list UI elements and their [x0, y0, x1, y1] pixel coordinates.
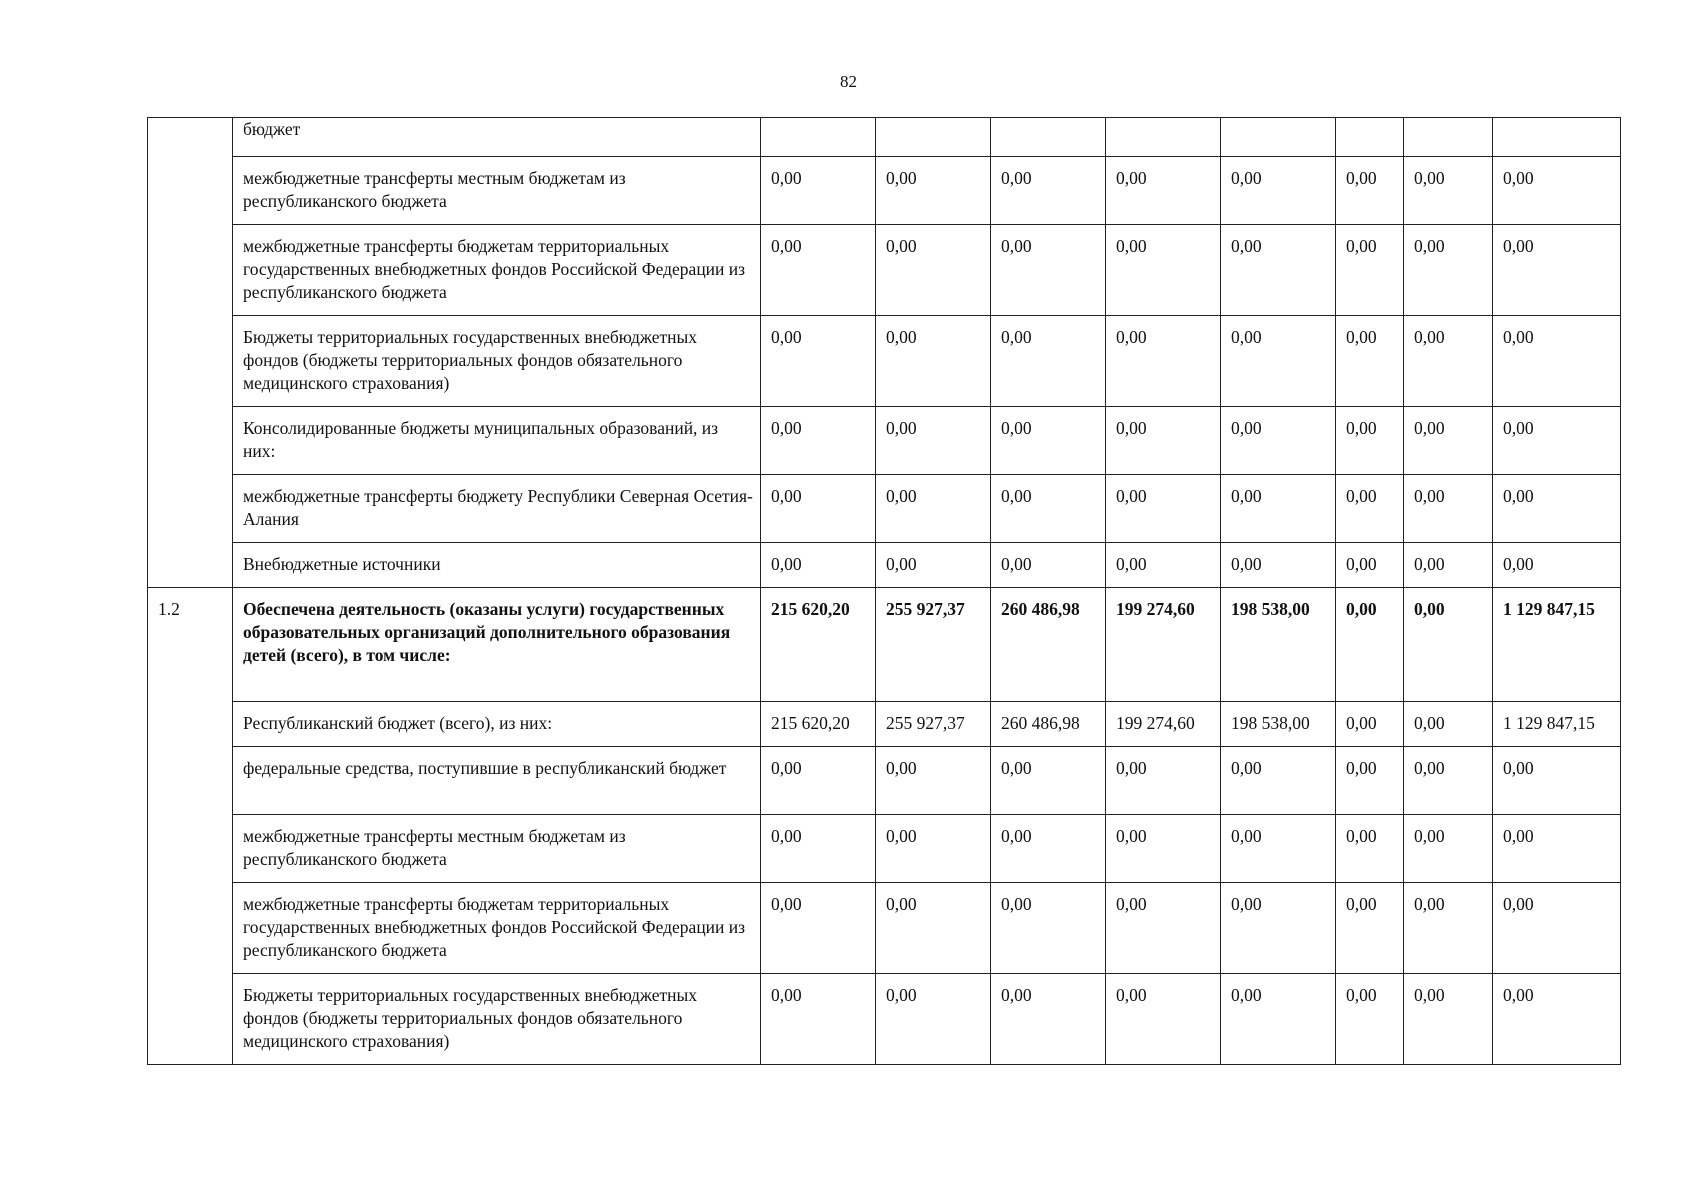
value-cell: 0,00 — [876, 883, 991, 974]
table-row — [148, 118, 1621, 157]
value-cell: 0,00 — [991, 974, 1106, 1065]
value-cell: 0,00 — [761, 815, 876, 883]
table-row — [148, 747, 1621, 815]
table-row — [148, 407, 1621, 475]
value-cell — [1493, 118, 1621, 157]
value-cell: 0,00 — [1336, 157, 1404, 225]
value-cell: 0,00 — [1493, 815, 1621, 883]
value-cell: 0,00 — [991, 225, 1106, 316]
value-cell: 0,00 — [876, 225, 991, 316]
value-cell: 0,00 — [1336, 883, 1404, 974]
value-cell: 0,00 — [1336, 316, 1404, 407]
row-label: межбюджетные трансферты бюджетам территориальных государственных внебюджетных фондов Российской Федерации из республиканского бюджета — [233, 225, 761, 316]
value-cell: 0,00 — [1336, 475, 1404, 543]
value-cell: 0,00 — [876, 475, 991, 543]
row-label: бюджет — [233, 118, 761, 157]
value-cell: 0,00 — [1404, 815, 1493, 883]
value-cell: 0,00 — [1106, 974, 1221, 1065]
value-cell: 0,00 — [1404, 407, 1493, 475]
value-cell: 0,00 — [876, 815, 991, 883]
value-cell: 0,00 — [761, 543, 876, 588]
value-cell: 0,00 — [1106, 543, 1221, 588]
value-cell: 0,00 — [1221, 157, 1336, 225]
value-cell: 0,00 — [1221, 747, 1336, 815]
table-row — [148, 475, 1621, 543]
value-cell: 0,00 — [1221, 225, 1336, 316]
row-label: федеральные средства, поступившие в республиканский бюджет — [233, 747, 761, 815]
value-cell: 0,00 — [1336, 543, 1404, 588]
value-cell: 0,00 — [1106, 883, 1221, 974]
table-row — [148, 883, 1621, 974]
row-label: межбюджетные трансферты местным бюджетам из республиканского бюджета — [233, 157, 761, 225]
value-cell: 0,00 — [761, 475, 876, 543]
value-cell: 0,00 — [1404, 747, 1493, 815]
value-cell: 0,00 — [1404, 543, 1493, 588]
value-cell: 0,00 — [761, 883, 876, 974]
value-cell: 0,00 — [876, 407, 991, 475]
value-cell: 0,00 — [1404, 883, 1493, 974]
value-cell: 0,00 — [1404, 702, 1493, 747]
row-label: Бюджеты территориальных государственных внебюджетных фондов (бюджеты территориальных фондов обязательного медицинского страхования) — [233, 316, 761, 407]
value-cell: 0,00 — [1221, 316, 1336, 407]
value-cell: 0,00 — [876, 543, 991, 588]
value-cell: 0,00 — [876, 747, 991, 815]
value-cell: 0,00 — [1493, 316, 1621, 407]
row-index-cell: 1.2 — [148, 588, 233, 1065]
value-cell: 0,00 — [761, 974, 876, 1065]
value-cell: 199 274,60 — [1106, 702, 1221, 747]
value-cell: 0,00 — [1106, 407, 1221, 475]
value-cell: 215 620,20 — [761, 588, 876, 702]
value-cell: 0,00 — [1106, 747, 1221, 815]
value-cell: 0,00 — [761, 316, 876, 407]
value-cell: 0,00 — [1336, 407, 1404, 475]
table-row — [148, 157, 1621, 225]
value-cell: 0,00 — [991, 747, 1106, 815]
value-cell — [1404, 118, 1493, 157]
row-index-cell — [148, 118, 233, 588]
value-cell — [991, 118, 1106, 157]
value-cell — [1106, 118, 1221, 157]
row-label: Обеспечена деятельность (оказаны услуги) государственных образовательных организаций дополнительного образования детей (всего), в том числе: — [233, 588, 761, 702]
value-cell: 0,00 — [1493, 747, 1621, 815]
table-row — [148, 702, 1621, 747]
table-row — [148, 588, 1621, 702]
value-cell: 199 274,60 — [1106, 588, 1221, 702]
value-cell: 0,00 — [1106, 815, 1221, 883]
value-cell: 0,00 — [1404, 588, 1493, 702]
value-cell: 0,00 — [1336, 588, 1404, 702]
table-row — [148, 815, 1621, 883]
value-cell: 0,00 — [1404, 475, 1493, 543]
value-cell: 0,00 — [876, 157, 991, 225]
value-cell: 0,00 — [1106, 475, 1221, 543]
value-cell: 0,00 — [991, 543, 1106, 588]
value-cell: 0,00 — [1221, 883, 1336, 974]
value-cell: 0,00 — [991, 883, 1106, 974]
value-cell: 0,00 — [1336, 747, 1404, 815]
value-cell: 0,00 — [1221, 407, 1336, 475]
value-cell: 0,00 — [991, 815, 1106, 883]
value-cell: 0,00 — [1336, 702, 1404, 747]
value-cell: 255 927,37 — [876, 588, 991, 702]
value-cell: 0,00 — [1221, 543, 1336, 588]
value-cell: 0,00 — [761, 225, 876, 316]
value-cell: 0,00 — [1493, 225, 1621, 316]
value-cell: 260 486,98 — [991, 702, 1106, 747]
value-cell: 0,00 — [761, 407, 876, 475]
budget-table — [147, 117, 1621, 1065]
value-cell: 0,00 — [1106, 225, 1221, 316]
value-cell: 0,00 — [1404, 316, 1493, 407]
value-cell: 0,00 — [1106, 316, 1221, 407]
value-cell: 0,00 — [1493, 974, 1621, 1065]
row-label: Консолидированные бюджеты муниципальных образований, из них: — [233, 407, 761, 475]
value-cell — [876, 118, 991, 157]
value-cell: 0,00 — [1336, 815, 1404, 883]
value-cell: 0,00 — [876, 316, 991, 407]
row-label: Внебюджетные источники — [233, 543, 761, 588]
value-cell: 0,00 — [1221, 974, 1336, 1065]
value-cell: 0,00 — [761, 747, 876, 815]
value-cell: 0,00 — [1493, 543, 1621, 588]
value-cell: 0,00 — [1404, 974, 1493, 1065]
value-cell: 0,00 — [761, 157, 876, 225]
row-label: межбюджетные трансферты местным бюджетам из республиканского бюджета — [233, 815, 761, 883]
value-cell: 0,00 — [1221, 475, 1336, 543]
value-cell: 1 129 847,15 — [1493, 702, 1621, 747]
value-cell — [1336, 118, 1404, 157]
value-cell: 198 538,00 — [1221, 588, 1336, 702]
table-row — [148, 543, 1621, 588]
table-row — [148, 225, 1621, 316]
value-cell: 1 129 847,15 — [1493, 588, 1621, 702]
value-cell: 0,00 — [1404, 157, 1493, 225]
value-cell: 255 927,37 — [876, 702, 991, 747]
row-label: межбюджетные трансферты бюджету Республики Северная Осетия-Алания — [233, 475, 761, 543]
value-cell: 0,00 — [991, 157, 1106, 225]
value-cell: 0,00 — [1221, 815, 1336, 883]
value-cell: 0,00 — [1493, 475, 1621, 543]
value-cell: 0,00 — [1106, 157, 1221, 225]
table-row — [148, 316, 1621, 407]
value-cell: 0,00 — [1336, 225, 1404, 316]
value-cell: 260 486,98 — [991, 588, 1106, 702]
value-cell: 0,00 — [1404, 225, 1493, 316]
value-cell: 0,00 — [1336, 974, 1404, 1065]
value-cell: 0,00 — [991, 316, 1106, 407]
value-cell: 0,00 — [876, 974, 991, 1065]
row-label: межбюджетные трансферты бюджетам территориальных государственных внебюджетных фондов Российской Федерации из республиканского бюджета — [233, 883, 761, 974]
value-cell: 198 538,00 — [1221, 702, 1336, 747]
value-cell: 0,00 — [1493, 407, 1621, 475]
value-cell: 0,00 — [1493, 883, 1621, 974]
value-cell: 0,00 — [991, 475, 1106, 543]
value-cell — [761, 118, 876, 157]
value-cell — [1221, 118, 1336, 157]
row-label: Республиканский бюджет (всего), из них: — [233, 702, 761, 747]
value-cell: 0,00 — [991, 407, 1106, 475]
value-cell: 215 620,20 — [761, 702, 876, 747]
table-row — [148, 974, 1621, 1065]
row-label: Бюджеты территориальных государственных внебюджетных фондов (бюджеты территориальных фондов обязательного медицинского страхования) — [233, 974, 761, 1065]
page-number: 82 — [840, 72, 857, 91]
value-cell: 0,00 — [1493, 157, 1621, 225]
